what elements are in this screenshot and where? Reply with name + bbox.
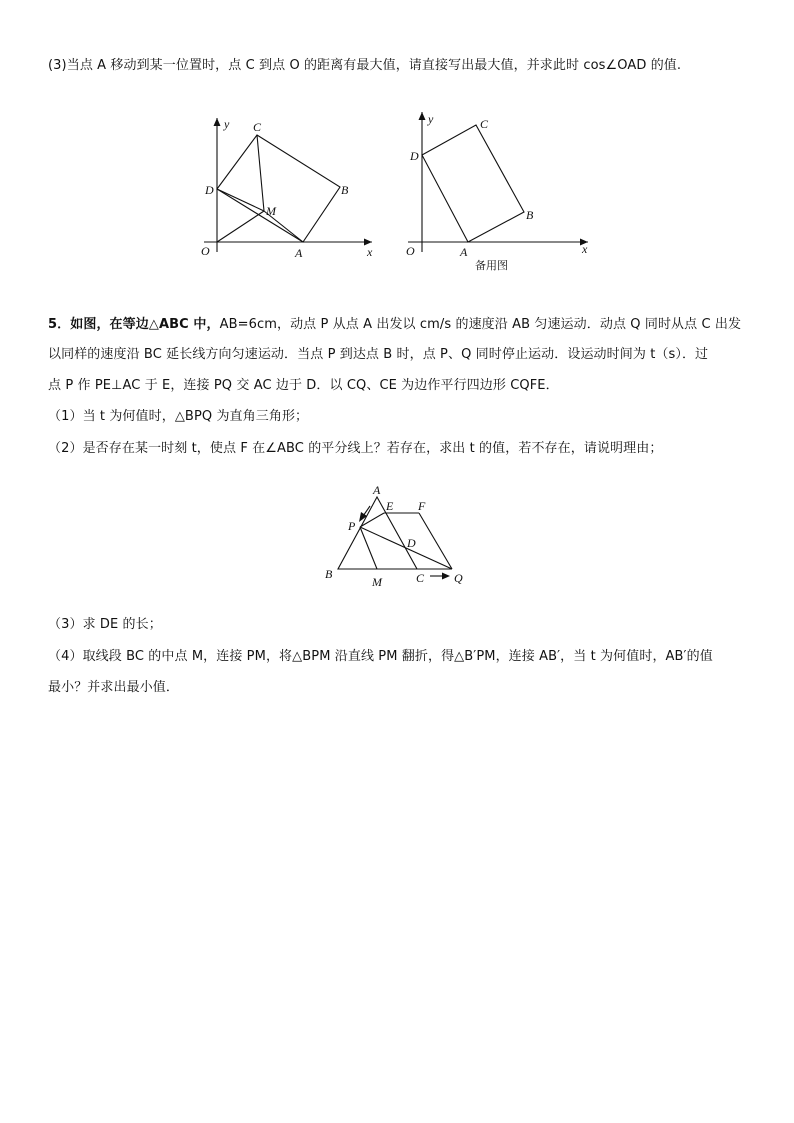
- q5-part1: （1）当 t 为何值时，△BPQ 为直角三角形；: [48, 409, 309, 424]
- fig2-label-o: O: [406, 244, 415, 258]
- q5-part4-line2: 最小？并求出最小值．: [48, 680, 180, 695]
- fig3-segment-pq: [360, 527, 452, 569]
- fig1-label-y: y: [224, 117, 230, 131]
- fig1-label-m: M: [266, 204, 276, 218]
- fig3-label-p: P: [348, 519, 356, 533]
- q5-intro: ．如图，在等边△ABC 中，: [57, 317, 220, 332]
- fig3-label-f: F: [418, 499, 426, 513]
- fig1-label-a: A: [295, 246, 303, 260]
- fig1-label-o: O: [201, 244, 210, 258]
- fig3-label-d: D: [407, 536, 416, 550]
- q5-line1-rest: AB=6cm，动点 P 从点 A 出发以 cm/s 的速度沿 AB 匀速运动．动点 Q 同时从点 C 出发: [219, 317, 742, 332]
- q5-line-2: 以同样的速度沿 BC 延长线方向匀速运动．当点 P 到达点 B 时，点 P、Q 同时停止运动．设运动时间为 t（s）．过: [48, 347, 709, 362]
- fig2-label-x: x: [582, 242, 588, 256]
- fig1-label-b: B: [341, 183, 349, 197]
- fig3-label-e: E: [386, 499, 394, 513]
- fig3-label-q: Q: [454, 571, 463, 585]
- q5-part3: （3）求 DE 的长；: [48, 617, 162, 632]
- fig3-segment-fq: [419, 513, 452, 569]
- fig3-label-m: M: [372, 575, 382, 589]
- fig3-triangle-abc: [338, 497, 417, 569]
- q5-number: 5: [48, 317, 58, 332]
- q4-part3-text: (3)当点 A 移动到某一位置时，点 C 到点 O 的距离有最大值，请直接写出最大值，并求此时 cos∠OAD 的值.: [48, 58, 682, 73]
- q5-line-3: 点 P 作 PE⊥AC 于 E，连接 PQ 交 AC 边于 D．以 CQ、CE 为边作平行四边形 CQFE．: [48, 378, 559, 393]
- fig1-label-x: x: [367, 245, 373, 259]
- fig3-label-a: A: [373, 483, 381, 497]
- fig2-label-d: D: [410, 149, 419, 163]
- q5-part4-line1: （4）取线段 BC 的中点 M，连接 PM，将△BPM 沿直线 PM 翻折，得△B′PM，连接 AB′，当 t 为何值时，AB′的值: [48, 649, 713, 664]
- fig2-label-b: B: [526, 208, 534, 222]
- q5-part2: （2）是否存在某一时刻 t，使点 F 在∠ABC 的平分线上？若存在，求出 t 的值，若不存在，请说明理由；: [48, 441, 663, 456]
- fig1-label-d: D: [205, 183, 214, 197]
- fig2-label-y: y: [428, 112, 434, 126]
- fig2-caption: 备用图: [475, 259, 508, 272]
- fig3-label-b: B: [325, 567, 333, 581]
- fig3-label-c: C: [416, 571, 425, 585]
- fig3-arrow-q: [430, 573, 450, 580]
- fig1-label-c: C: [253, 120, 262, 134]
- fig2-label-a: A: [460, 245, 468, 259]
- fig2-label-c: C: [480, 117, 489, 131]
